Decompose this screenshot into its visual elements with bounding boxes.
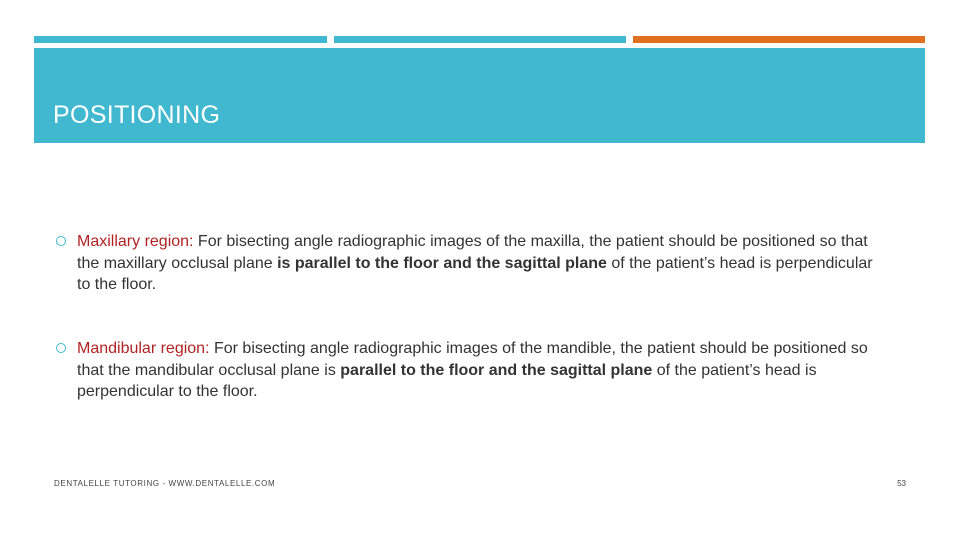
accent-bar-right xyxy=(633,36,925,43)
bullet-text xyxy=(77,338,886,403)
bullet-text xyxy=(77,231,886,296)
bullet-body-end: of the patient’s head is perpendicular to the floor. xyxy=(77,254,873,293)
bullet-mandibular xyxy=(56,338,886,403)
hollow-circle-bullet-icon xyxy=(56,343,66,353)
bullet-heading: Maxillary region: xyxy=(77,233,194,250)
bullet-maxillary xyxy=(56,231,886,296)
bullet-body: For bisecting angle radiographic images of the maxilla, the patient should be positioned so that the maxillary occlusal plane xyxy=(77,233,868,272)
bullet-body: For bisecting angle radiographic images of the mandible, the patient should be positioned so that the mandibular occlusal plane is xyxy=(77,340,868,379)
slide-title: POSITIONING xyxy=(53,101,221,129)
accent-bar-middle xyxy=(334,36,626,43)
hollow-circle-bullet-icon xyxy=(56,236,66,246)
title-band xyxy=(34,48,925,143)
page-number: 53 xyxy=(897,479,906,488)
bullet-emphasis: is parallel to the floor and the sagittal plane xyxy=(277,254,607,272)
bullet-emphasis: parallel to the floor and the sagittal plane xyxy=(340,361,653,379)
bullet-body-end: of the patient’s head is perpendicular to the floor. xyxy=(77,361,817,400)
bullet-heading: Mandibular region: xyxy=(77,340,210,357)
footer-text: DENTALELLE TUTORING - WWW.DENTALELLE.COM xyxy=(54,479,276,488)
accent-bar-left xyxy=(34,36,327,43)
